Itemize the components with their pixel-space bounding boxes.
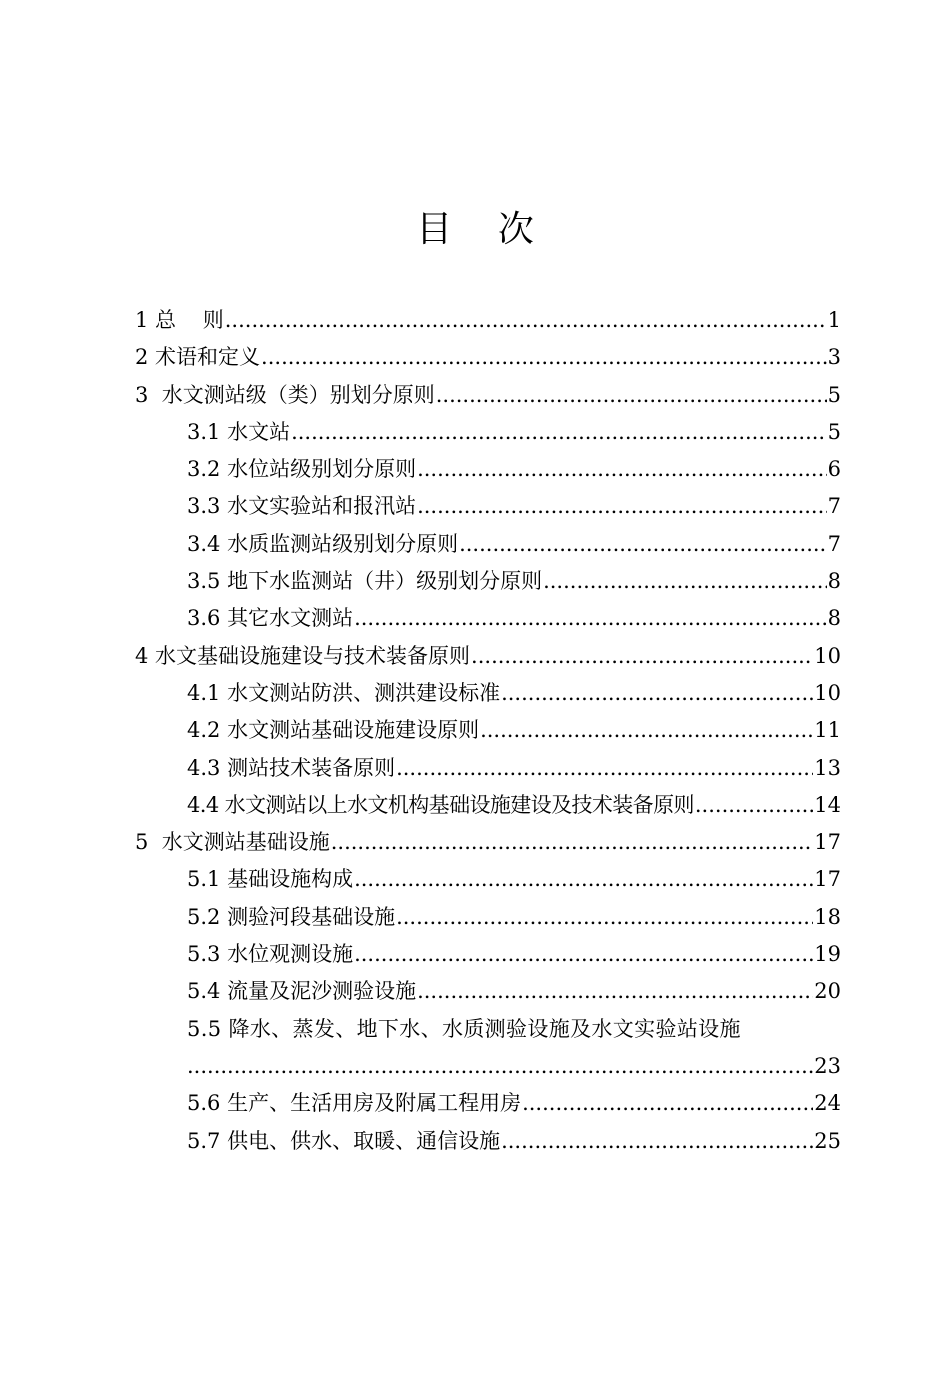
toc-entry-label: 5.3 水位观测设施 — [187, 942, 354, 967]
toc-page-number: 10 — [814, 643, 841, 668]
toc-leader — [187, 1048, 813, 1085]
toc-leader — [522, 1085, 813, 1122]
toc-entry-label: 4 水文基础设施建设与技术装备原则 — [135, 643, 471, 668]
toc-page-number: 18 — [814, 904, 841, 929]
toc-entry-label: 3.3 水文实验站和报汛站 — [187, 494, 417, 519]
toc-leader — [225, 302, 827, 339]
toc-entry-label: 5.7 供电、供水、取暖、通信设施 — [187, 1128, 501, 1153]
toc-page-number: 25 — [814, 1128, 841, 1153]
toc-entry[interactable] — [135, 787, 841, 824]
toc-leader — [417, 451, 827, 488]
toc-entry[interactable] — [135, 377, 841, 414]
toc-entry[interactable] — [135, 675, 841, 712]
toc-page-number: 3 — [827, 345, 841, 370]
toc-leader — [354, 861, 813, 898]
toc-leader — [695, 787, 813, 824]
toc-leader — [261, 339, 827, 376]
toc-entry[interactable] — [135, 526, 841, 563]
toc-page-number: 11 — [814, 718, 841, 743]
toc-leader — [459, 526, 827, 563]
toc-page-number: 13 — [814, 755, 841, 780]
toc-entry[interactable] — [135, 712, 841, 749]
toc-entry[interactable] — [135, 339, 841, 376]
toc-leader — [436, 377, 827, 414]
toc-page-number: 8 — [827, 606, 841, 631]
toc-entry-label: 5 水文测站基础设施 — [135, 830, 330, 855]
toc-entry-label: 4.4 水文测站以上水文机构基础设施建设及技术装备原则 — [187, 792, 694, 817]
toc-entry-label: 5.2 测验河段基础设施 — [187, 904, 396, 929]
toc-page-number: 17 — [814, 830, 841, 855]
toc-entry[interactable] — [135, 861, 841, 898]
toc-page-number: 5 — [827, 419, 841, 444]
toc-entry[interactable] — [135, 451, 841, 488]
toc-leader — [480, 712, 813, 749]
toc-page-number: 7 — [827, 494, 841, 519]
toc-entry-label: 3 水文测站级（类）别划分原则 — [135, 382, 435, 407]
toc-leader — [501, 675, 813, 712]
toc-entry[interactable] — [135, 824, 841, 861]
toc-page-number: 19 — [814, 942, 841, 967]
toc-entry[interactable] — [135, 1123, 841, 1160]
toc-leader — [354, 600, 827, 637]
toc-page-number: 24 — [814, 1091, 841, 1116]
toc-leader — [331, 824, 814, 861]
toc-entry[interactable] — [135, 600, 841, 637]
toc-leader — [501, 1123, 813, 1160]
toc-page-number: 17 — [814, 867, 841, 892]
toc-entry[interactable] — [135, 488, 841, 525]
toc-leader — [396, 750, 813, 787]
toc-entry[interactable] — [135, 936, 841, 973]
toc-entry[interactable] — [135, 414, 841, 451]
toc-entry-label: 5.4 流量及泥沙测验设施 — [187, 979, 417, 1004]
toc-page-number: 1 — [827, 308, 841, 332]
toc-page-number: 8 — [827, 569, 841, 594]
toc-entry[interactable] — [135, 563, 841, 600]
toc-entry-label: 5.6 生产、生活用房及附属工程用房 — [187, 1091, 522, 1116]
toc-page-number: 7 — [827, 531, 841, 556]
toc-entry-label: 4.3 测站技术装备原则 — [187, 755, 396, 780]
toc-leader — [543, 563, 827, 600]
toc-leader — [354, 936, 813, 973]
toc-page-number: 10 — [814, 680, 841, 705]
table-of-contents — [135, 302, 841, 1160]
toc-leader — [471, 638, 813, 675]
toc-entry-label: 3.2 水位站级别划分原则 — [187, 457, 417, 482]
toc-entry[interactable] — [135, 750, 841, 787]
toc-entry[interactable] — [135, 1011, 841, 1048]
page-title: 目 次 — [416, 209, 534, 250]
toc-entry[interactable] — [135, 302, 841, 339]
toc-entry-label: 2 术语和定义 — [135, 345, 261, 370]
toc-entry-label: 3.5 地下水监测站（井）级别划分原则 — [187, 569, 543, 594]
toc-entry[interactable] — [135, 638, 841, 675]
toc-page-number: 14 — [814, 792, 841, 817]
toc-page-number: 6 — [827, 457, 841, 482]
toc-entry-label: 4.1 水文测站防洪、测洪建设标准 — [187, 680, 501, 705]
toc-page-number: 23 — [814, 1053, 841, 1078]
toc-entry-label: 3.1 水文站 — [187, 419, 291, 444]
toc-entry-label: 4.2 水文测站基础设施建设原则 — [187, 718, 480, 743]
toc-leader — [417, 973, 813, 1010]
toc-entry-label: 5.1 基础设施构成 — [187, 867, 354, 892]
toc-leader — [396, 899, 813, 936]
toc-entry[interactable] — [135, 1085, 841, 1122]
toc-leader — [417, 488, 827, 525]
toc-entry[interactable] — [135, 973, 841, 1010]
toc-page-number: 5 — [827, 382, 841, 407]
toc-entry[interactable] — [135, 899, 841, 936]
toc-entry-label: 1 总 则 — [135, 308, 224, 332]
toc-page-number: 20 — [814, 979, 841, 1004]
toc-entry-label: 3.4 水质监测站级别划分原则 — [187, 531, 459, 556]
toc-leader — [291, 414, 827, 451]
toc-entry-label: 5.5 降水、蒸发、地下水、水质测验设施及水文实验站设施 — [187, 1016, 741, 1041]
toc-entry-continuation[interactable] — [135, 1048, 841, 1085]
toc-entry-label: 3.6 其它水文测站 — [187, 606, 354, 631]
